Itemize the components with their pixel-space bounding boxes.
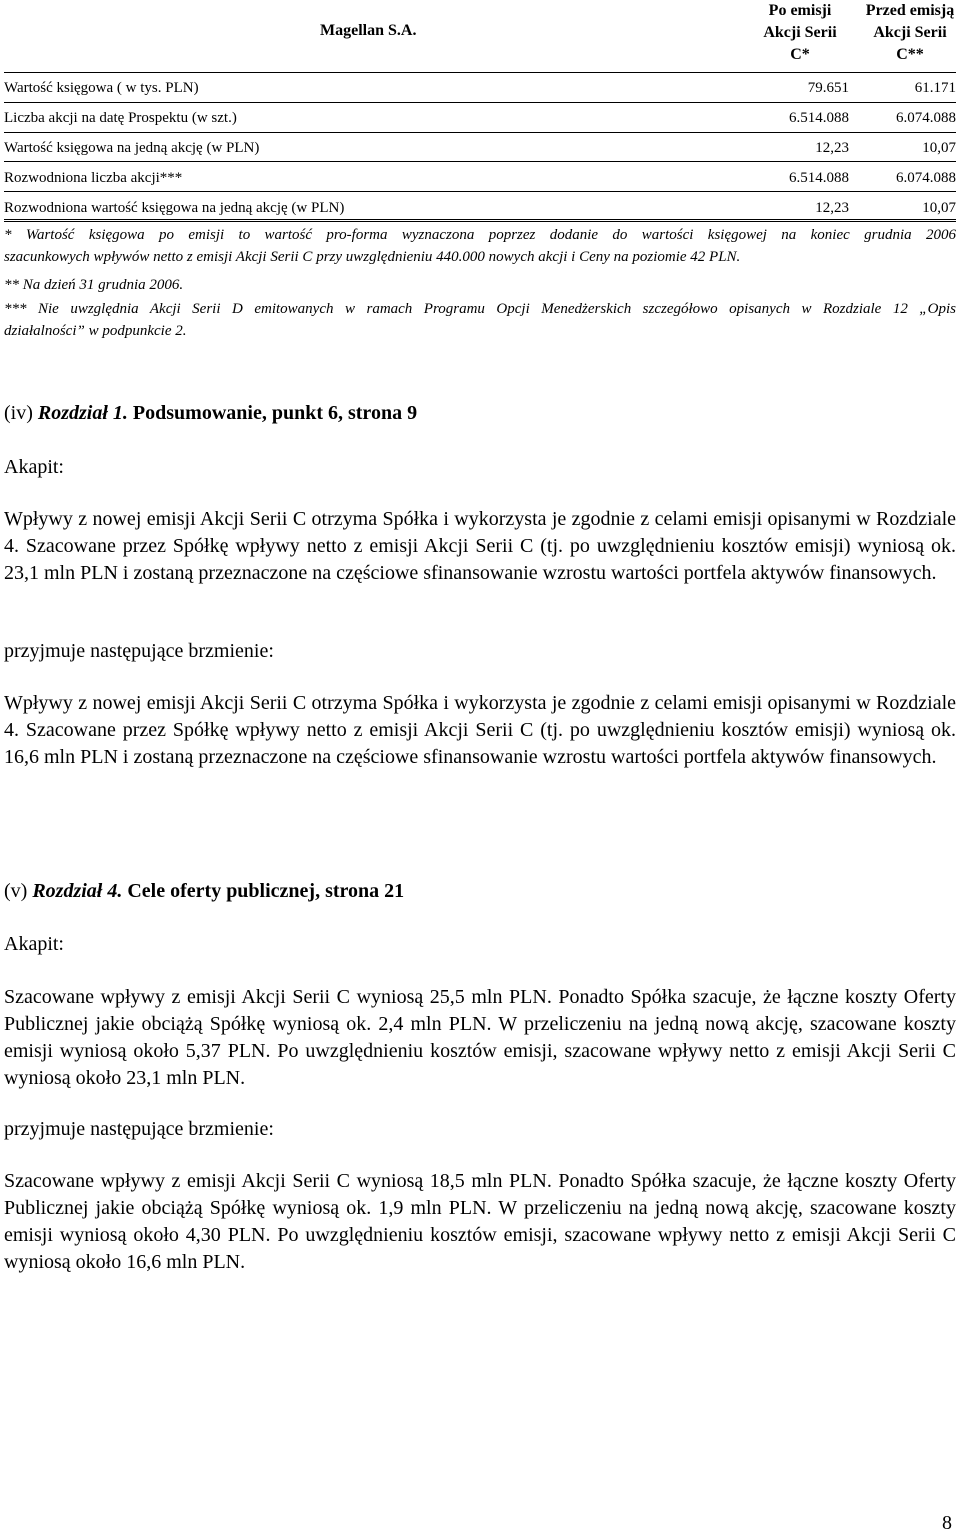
table-row	[4, 108, 956, 128]
table-row	[4, 198, 956, 218]
row-value-before: 10,07	[922, 200, 956, 216]
table-bottom-rule	[4, 219, 956, 222]
row-label: Wartość księgowa ( w tys. PLN)	[4, 80, 199, 96]
row-value-before: 6.074.088	[896, 170, 956, 186]
table-header	[0, 0, 960, 70]
company-name: Magellan S.A.	[320, 22, 417, 39]
row-value-after: 6.514.088	[789, 170, 849, 186]
section-heading-iv	[4, 402, 417, 425]
row-value-after: 12,23	[815, 200, 849, 216]
col1-line2: Akcji Serii	[763, 24, 837, 41]
row-value-before: 61.171	[914, 80, 956, 96]
col1-line1: Po emisji	[768, 2, 832, 19]
row-value-after: 6.514.088	[789, 110, 849, 126]
row-value-before: 10,07	[922, 140, 956, 156]
akapit-label: Akapit:	[4, 456, 64, 478]
table-rule	[4, 102, 956, 103]
table-rule	[4, 191, 956, 192]
col2-line2: Akcji Serii	[873, 24, 947, 41]
row-label: Rozwodniona liczba akcji***	[4, 170, 183, 186]
paragraph-old: Szacowane wpływy z emisji Akcji Serii C wyniosą 25,5 mln PLN. Ponadto Spółka szacuje, że łączne koszty Oferty Publicznej jakie obciążą Spółkę wyniosą ok. 2,4 mln PLN. W przeliczeniu na jedną nową akcję, szacowane koszty emisji wyniosą około 5,37 PLN. Po uwzględnieniu kosztów emisji, szacowane wpływy netto z emisji Akcji Serii C wyniosą około 23,1 mln PLN.	[4, 986, 956, 1089]
footnote-date: ** Na dzień 31 grudnia 2006.	[4, 277, 184, 293]
heading-title: Cele oferty publicznej, strona 21	[122, 880, 405, 902]
footnote-series-d	[4, 298, 956, 342]
heading-prefix: (iv)	[4, 402, 38, 424]
column-header-before-issue	[855, 0, 960, 66]
row-value-before: 6.074.088	[896, 110, 956, 126]
row-label: Liczba akcji na datę Prospektu (w szt.)	[4, 110, 237, 126]
section-heading-v	[4, 880, 404, 903]
heading-prefix: (v)	[4, 880, 33, 902]
new-wording-label: przyjmuje następujące brzmienie:	[4, 1118, 274, 1140]
table-row	[4, 168, 956, 188]
heading-title: Podsumowanie, punkt 6, strona 9	[127, 402, 418, 424]
heading-chapter: Rozdział 1.	[37, 402, 128, 424]
col2-line3: C**	[896, 46, 924, 63]
column-header-after-issue	[745, 0, 855, 66]
akapit-label: Akapit:	[4, 933, 64, 955]
footnote-line: szacunkowych wpływów netto z emisji Akcji Serii C przy uwzględnieniu 440.000 nowych akcji i Ceny na poziomie 42 PLN.	[4, 249, 741, 265]
new-wording-label: przyjmuje następujące brzmienie:	[4, 640, 274, 662]
table-rule	[4, 72, 956, 73]
footnote-line: *** Nie uwzględnia Akcji Serii D emitowanych w ramach Programu Opcji Menedżerskich szczegółowo opisanych w Rozdziale 12 „Opis	[4, 301, 956, 317]
table-rule	[4, 132, 956, 133]
col1-line3: C*	[790, 46, 810, 63]
page-number: 8	[942, 1512, 952, 1534]
footnote-line: działalności” w podpunkcie 2.	[4, 323, 187, 339]
table-rule	[4, 161, 956, 162]
table-row	[4, 78, 956, 98]
row-value-after: 79.651	[807, 80, 849, 96]
col2-line1: Przed emisją	[865, 2, 955, 19]
table-row	[4, 138, 956, 158]
row-value-after: 12,23	[815, 140, 849, 156]
footnote-book-value	[4, 224, 956, 268]
paragraph-new: Szacowane wpływy z emisji Akcji Serii C wyniosą 18,5 mln PLN. Ponadto Spółka szacuje, że łączne koszty Oferty Publicznej jakie obciążą Spółkę wyniosą ok. 1,9 mln PLN. W przeliczeniu na jedną nową akcję, szacowane koszty emisji wyniosą około 4,30 PLN. Po uwzględnieniu kosztów emisji, szacowane wpływy netto z emisji Akcji Serii C wyniosą około 16,6 mln PLN.	[4, 1170, 956, 1273]
heading-chapter: Rozdział 4.	[32, 880, 123, 902]
row-label: Rozwodniona wartość księgowa na jedną akcję (w PLN)	[4, 200, 345, 216]
paragraph-old: Wpływy z nowej emisji Akcji Serii C otrzyma Spółka i wykorzysta je zgodnie z celami emisji opisanymi w Rozdziale 4. Szacowane przez Spółkę wpływy netto z emisji Akcji Serii C (tj. po uwzględnieniu kosztów emisji) wyniosą ok. 23,1 mln PLN i zostaną przeznaczone na częściowe sfinansowanie wzrostu wartości portfela aktywów finansowych.	[4, 508, 956, 584]
paragraph-new: Wpływy z nowej emisji Akcji Serii C otrzyma Spółka i wykorzysta je zgodnie z celami emisji opisanymi w Rozdziale 4. Szacowane przez Spółkę wpływy netto z emisji Akcji Serii C (tj. po uwzględnieniu kosztów emisji) wyniosą ok. 16,6 mln PLN i zostaną przeznaczone na częściowe sfinansowanie wzrostu wartości portfela aktywów finansowych.	[4, 692, 956, 768]
footnote-line: * Wartość księgowa po emisji to wartość pro-forma wyznaczona poprzez dodanie do wartości księgowej na koniec grudnia 2006	[4, 227, 956, 243]
row-label: Wartość księgowa na jedną akcję (w PLN)	[4, 140, 260, 156]
